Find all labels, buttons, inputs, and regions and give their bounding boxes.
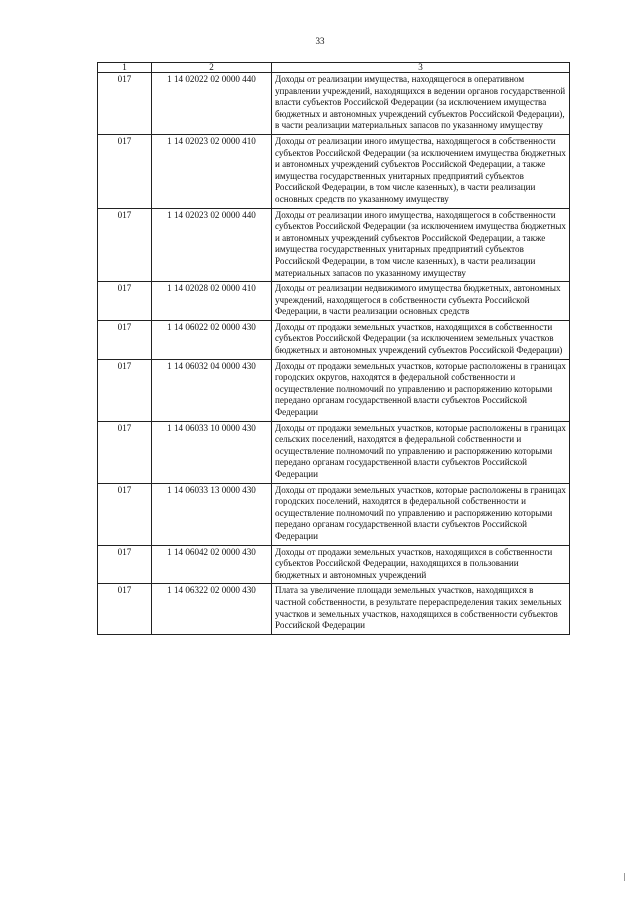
revenue-code: 1 14 06322 02 0000 430 [152,584,272,634]
administrator-code: 017 [98,483,152,545]
revenue-name: Доходы от реализации иного имущества, находящегося в собственности субъектов Российской Федерации (за исключением имущества бюджетных и автономных учреждений субъектов Российской Федерации, а также имущества государственных унитарных предприятий субъектов Российской Федерации, в том числе казенных), в части реализации основных средств по указанному имуществу [272,134,570,208]
revenue-code: 1 14 06032 04 0000 430 [152,359,272,421]
administrator-code: 017 [98,282,152,321]
administrator-code: 017 [98,208,152,282]
administrator-code: 017 [98,73,152,135]
revenue-code: 1 14 06033 13 0000 430 [152,483,272,545]
table-row [98,208,570,282]
administrator-code: 017 [98,359,152,421]
table-row [98,421,570,483]
column-header-3: 3 [272,63,570,73]
revenue-name: Доходы от продажи земельных участков, которые расположены в границах сельских поселений, находятся в федеральной собственности и осуществление полномочий по управлению и распоряжению которыми передано органам государственной власти субъектов Российской Федерации [272,421,570,483]
administrator-code: 017 [98,545,152,584]
revenue-name: Доходы от реализации иного имущества, находящегося в собственности субъектов Российской Федерации (за исключением имущества бюджетных и автономных учреждений субъектов Российской Федерации, а также имущества государственных унитарных предприятий субъектов Российской Федерации, в том числе казенных), в части реализации материальных запасов по указанному имуществу [272,208,570,282]
table-row [98,73,570,135]
revenue-name: Доходы от продажи земельных участков, находящихся в собственности субъектов Российской Федерации (за исключением земельных участков бюджетных и автономных учреждений субъектов Российской Федерации) [272,320,570,359]
revenue-code: 1 14 02028 02 0000 410 [152,282,272,321]
revenue-name: Плата за увеличение площади земельных участков, находящихся в частной собственности, в результате перераспределения таких земельных участков и земельных участков, находящихся в собственности субъектов Российской Федерации [272,584,570,634]
revenue-code: 1 14 06022 02 0000 430 [152,320,272,359]
administrator-code: 017 [98,584,152,634]
revenue-name: Доходы от реализации имущества, находящегося в оперативном управлении учреждений, находящихся в ведении органов государственной власти субъектов Российской Федерации (за исключением имущества бюджетных и автономных учреждений субъектов Российской Федерации), в части реализации материальных запасов по указанному имуществу [272,73,570,135]
table-row [98,282,570,321]
revenue-code: 1 14 06042 02 0000 430 [152,545,272,584]
revenue-name: Доходы от продажи земельных участков, которые расположены в границах городских округов, находятся в федеральной собственности и осуществление полномочий по управлению и распоряжению которыми передано органам государственной власти субъектов Российской Федерации [272,359,570,421]
administrator-code: 017 [98,320,152,359]
column-header-2: 2 [152,63,272,73]
administrator-code: 017 [98,421,152,483]
table-row [98,545,570,584]
table-row [98,483,570,545]
table-row [98,359,570,421]
revenue-name: Доходы от продажи земельных участков, которые расположены в границах городских поселений, находятся в федеральной собственности и осуществление полномочий по управлению и распоряжению которыми передано органам государственной власти субъектов Российской Федерации [272,483,570,545]
page-number: 33 [315,36,325,46]
revenue-name: Доходы от реализации недвижимого имущества бюджетных, автономных учреждений, находящегося в собственности субъекта Российской Федерации, в части реализации основных средств [272,282,570,321]
column-header-1: 1 [98,63,152,73]
revenue-codes-table [97,62,570,635]
revenue-name: Доходы от продажи земельных участков, находящихся в собственности субъектов Российской Федерации, находящихся в пользовании бюджетных и автономных учреждений [272,545,570,584]
table-row [98,584,570,634]
table-header-row [98,63,570,73]
table-row [98,320,570,359]
revenue-code: 1 14 02023 02 0000 410 [152,134,272,208]
margin-mark [624,873,625,881]
revenue-code: 1 14 02023 02 0000 440 [152,208,272,282]
revenue-code: 1 14 02022 02 0000 440 [152,73,272,135]
table-row [98,134,570,208]
administrator-code: 017 [98,134,152,208]
revenue-code: 1 14 06033 10 0000 430 [152,421,272,483]
